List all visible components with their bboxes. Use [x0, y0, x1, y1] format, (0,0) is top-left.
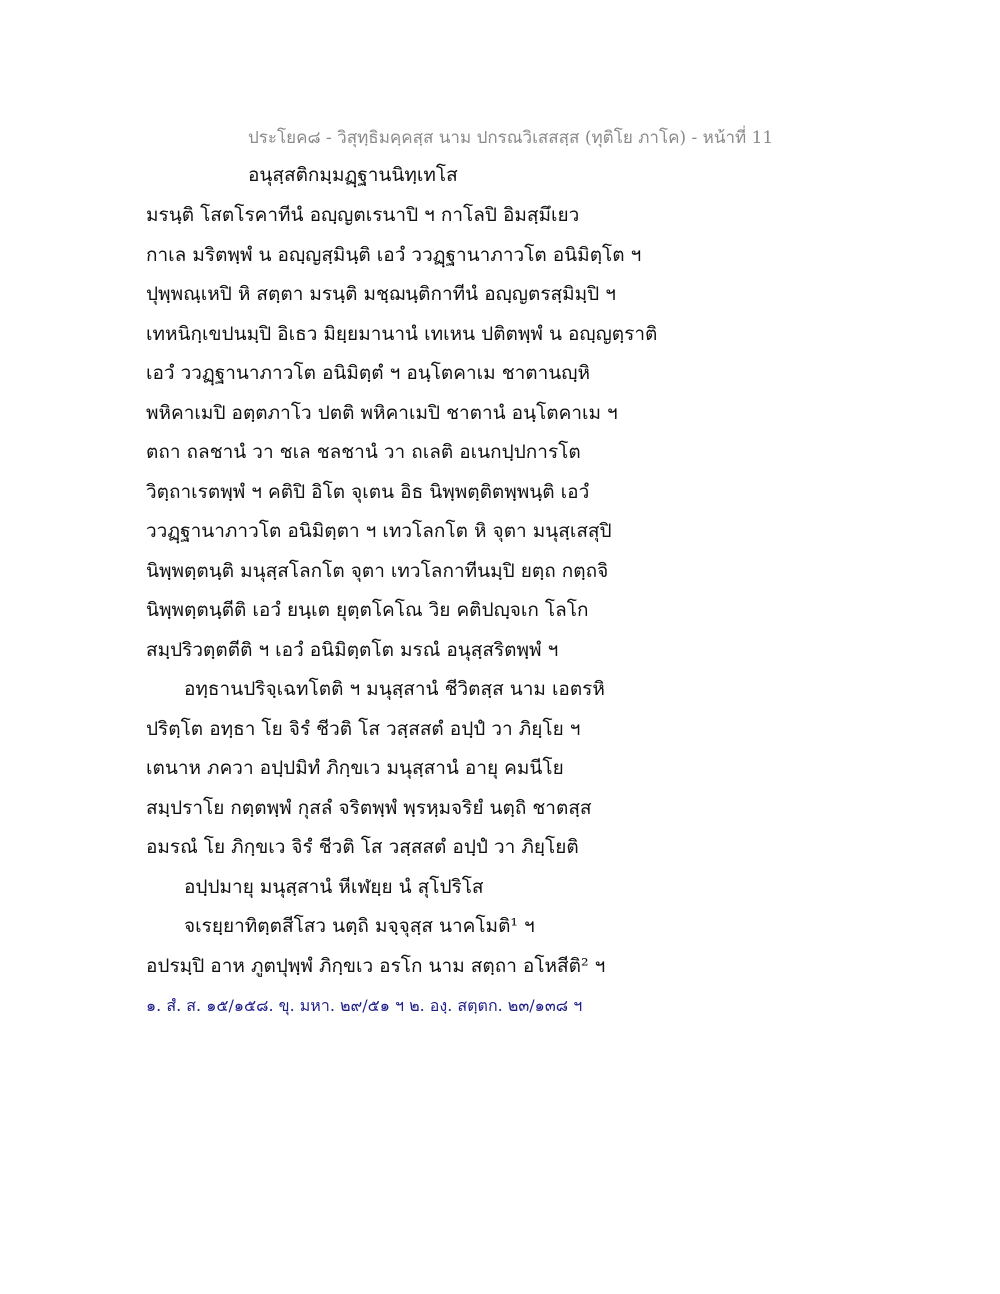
text-line: พหิคาเมปิ อตฺตภาโว ปตติ พหิคาเมปิ ชาตานํ อนฺโตคาเม ฯ [146, 401, 618, 424]
footnote: ๑. สํ. ส. ๑๕/๑๕๘. ขุ. มหา. ๒๙/๕๑ ฯ ๒. องฺ. สตฺตก. ๒๓/๑๓๘ ฯ [146, 996, 583, 1015]
running-header: ประโยค๘ - วิสุทฺธิมคฺคสฺส นาม ปกรณวิเสสสฺส (ทุติโย ภาโค) - หน้าที่ 11 [248, 128, 774, 148]
text-line: เอวํ ววฏฺฐานาภาวโต อนิมิตฺตํ ฯ อนฺโตคาเม ชาตานญฺหิ [146, 362, 590, 384]
text-line: ปุพฺพณฺเหปิ หิ สตฺตา มรนฺติ มชฺฌนฺติกาทีนํ อญฺญตรสฺมิมฺปิ ฯ [146, 283, 616, 305]
text-line: เทหนิกฺเขปนมฺปิ อิเธว มิยฺยมานานํ เทเหน ปติตพฺพํ น อญฺญตฺราติ [146, 322, 658, 345]
body-text [146, 200, 866, 990]
text-line: ปริตฺโต อทฺธา โย จิรํ ชีวติ โส วสฺสสตํ อปฺปํ วา ภิยฺโย ฯ [146, 717, 581, 740]
text-line: นิพฺพตฺตนฺตีติ เอวํ ยนฺเต ยุตฺตโคโณ วิย คติปญฺจเก โลโก [146, 599, 589, 621]
text-line: สมฺปราโย กตฺตพฺพํ กุสลํ จริตพฺพํ พฺรหฺมจริยํ นตฺถิ ชาตสฺส [146, 796, 592, 819]
verse-line: อปฺปมายุ มนุสฺสานํ หีเฬยฺย นํ สุโปริโส [184, 875, 484, 898]
paragraph-start-line: อทฺธานปริจฺเฉทโตติ ฯ มนุสฺสานํ ชีวิตสฺส นาม เอตรหิ [184, 678, 605, 700]
text-line: วิตฺถาเรตพฺพํ ฯ คติปิ อิโต จุเตน อิธ นิพฺพตฺติตพฺพนฺติ เอวํ [146, 480, 590, 503]
text-line: สมฺปริวตฺตตีติ ฯ เอวํ อนิมิตฺตโต มรณํ อนุสฺสริตพฺพํ ฯ [146, 638, 559, 661]
text-line: มรนฺติ โสตโรคาทีนํ อญฺญตเรนาปิ ฯ กาโลปิ อิมสฺมึเยว [146, 204, 580, 226]
text-line: อมรณํ โย ภิกฺขเว จิรํ ชีวติ โส วสฺสสตํ อปฺปํ วา ภิยฺโยติ [146, 836, 579, 858]
text-line: อปรมฺปิ อาห ภูตปุพฺพํ ภิกฺขเว อรโก นาม สตฺถา อโหสีติ² ฯ [146, 954, 606, 977]
verse-line: จเรยฺยาทิตฺตสีโสว นตฺถิ มจฺจุสฺส นาคโมติ¹ ฯ [184, 915, 535, 937]
section-heading: อนุสฺสติกมฺมฏฺฐานนิทฺเทโส [248, 164, 458, 186]
text-line: ตถา ถลชานํ วา ชเล ชลชานํ วา ถเลติ อเนกปฺปการโต [146, 441, 581, 463]
text-line: กาเล มริตพฺพํ น อญฺญสฺมินฺติ เอวํ ววฏฺฐานาภาวโต อนิมิตฺโต ฯ [146, 243, 642, 266]
text-line: ววฏฺฐานาภาวโต อนิมิตฺตา ฯ เทวโลกโต หิ จุตา มนุสฺเสสุปิ [146, 520, 612, 542]
text-line: นิพฺพตฺตนฺติ มนุสฺสโลกโต จุตา เทวโลกาทีนมฺปิ ยตฺถ กตฺถจิ [146, 559, 609, 582]
text-line: เตนาห ภควา อปฺปมิทํ ภิกฺขเว มนุสฺสานํ อายุ คมนีโย [146, 757, 564, 779]
